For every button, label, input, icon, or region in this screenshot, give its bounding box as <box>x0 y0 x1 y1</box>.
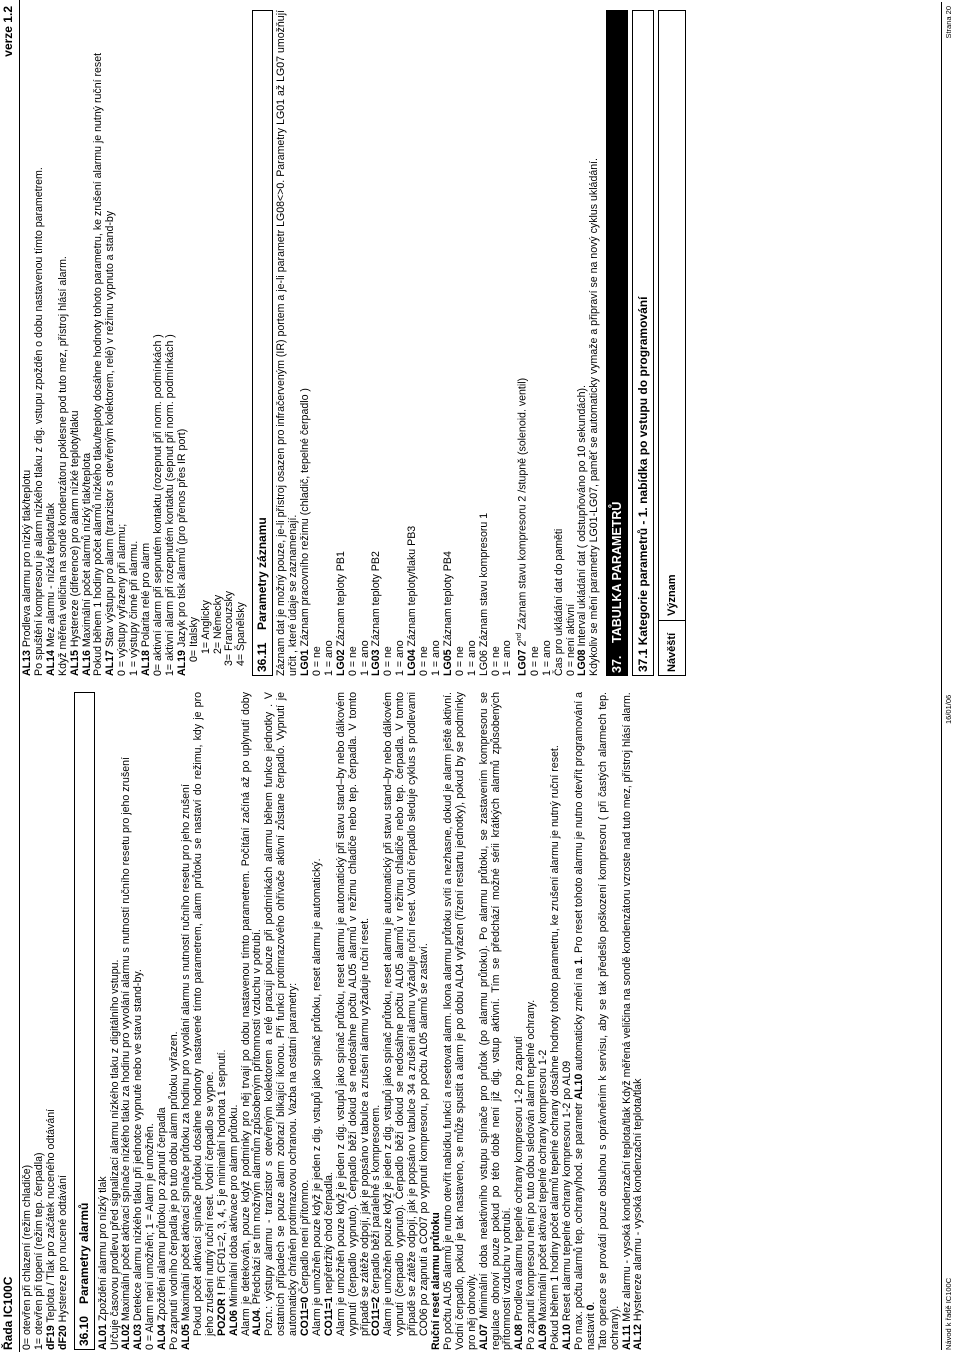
param-text: Minimální doba neaktivního vstupu spínače pro průtok (po alarmu průtoku). Po alarmu průtoku, se zastavením kompresoru se regulace obnoví pouze pokud po této době není již dig. vstup aktivní. Tím se předchází možné sérii krátkých alarmů způsobených přítomností vzduchu v potrubí. <box>477 692 514 1350</box>
section-title: Parametry záznamu <box>255 517 270 630</box>
param-code: AL18 <box>140 650 153 676</box>
option-yes: 1 = ano <box>540 640 553 676</box>
header-title: Řada IC100C <box>1 1276 15 1350</box>
param-code: AL04 <box>156 1324 169 1350</box>
param-desc: Pokud během 1 hodiny počet alarmů nízkého tlaku/teploty dosáhne hodnoty tohoto parametru, ke zrušení alarmu je nutný ruční reset <box>92 52 105 676</box>
param-code: AL08 <box>513 1324 526 1350</box>
param-text: Maximální počet aktivací spínače nízkého tlaku za hodinu pro vyvolání alarmu s nutností ručního resetu pro jeho zrušení <box>120 757 133 1325</box>
param-text: Záznam stavu kompresoru 2 /stupně (solenoid. ventil) <box>516 377 529 633</box>
param-lg06: LG06 Záznam stavu kompresoru 1 <box>477 512 490 676</box>
param-code: LG02 <box>334 649 347 676</box>
param-text: Čerpadlo není přítomno. <box>299 1179 312 1297</box>
param-code: AL02 <box>120 1324 133 1350</box>
param-text: Záznam teploty PB4 <box>441 551 454 650</box>
param-code: LG03 <box>370 649 383 676</box>
option-no: 0 = ne <box>418 646 431 676</box>
param-code: AL09 <box>537 1324 550 1350</box>
language-option: 4= Španělsky <box>235 602 248 666</box>
param-values: 1= aktivní alarm při rozepnutém kontaktu (sepnut při norm. podmínkách ) <box>163 334 176 676</box>
intro-line: 0= otevřen při chlazení (režim chladiče) <box>21 1164 33 1350</box>
param-desc: Určuje časovou prodlevu před signalizací alarmu nízkého tlaku z digitálního vstupu. <box>108 959 121 1350</box>
param-desc: Alarm je umožněn pouze když je jeden z dig. vstupů jako spínač průtoku, reset alarmu je automatický při stavu stand–by nebo dálkovém vypnutí (čerpadlo vypnuto). Čerpadlo běží dokud se nedosáhne počtu AL05 alarmů v režimu chladiče nebo tep. čerpadla. V tomto případě se zátěže odpojí, jak je popsáno v tabulce 34 a zrušení alarmu vyžaduje ruční reset. Vodní čerpadlo sleduje cyklus s prodlevami CO06 po zapnutí a CO07 po vypnutí kompresoru, po počtu AL05 alarmů se zastaví. <box>382 692 431 1336</box>
desc-part: . Předchází se tím možným alarmům způsobeným přítomností vzduchu v potrubí. <box>251 929 264 1311</box>
chapter-title: TABULKA PARAMETRŮ <box>610 501 625 643</box>
desc-part: Po max. počtu alarmů tep. ochrany/hod. se parametr <box>572 1099 585 1350</box>
param-code: AL16 <box>80 650 93 676</box>
param-al19 <box>177 10 189 676</box>
param-code: AL15 <box>68 650 81 676</box>
table-header <box>658 10 686 676</box>
option-yes: 1 = ano <box>394 640 407 676</box>
desc-part: . Pro reset tohoto alarmu je nutno otevřít programování a nastavit <box>572 692 597 1350</box>
param-code: AL11 <box>620 1324 633 1350</box>
param-lg02 <box>336 10 348 676</box>
param-code: LG01 <box>299 649 312 676</box>
param-lg07 <box>514 10 529 676</box>
footer-date: 16/01/06 <box>944 694 953 724</box>
footer-left: Návod k řadě IC100C <box>944 1277 953 1350</box>
param-code: AL12 <box>632 1324 645 1350</box>
chapter-number: 37. <box>610 655 625 673</box>
param-text: Záznam teploty PB2 <box>370 551 383 650</box>
param-text: Detekce alarmu nízkého tlaku při jednotce vypnuté nebo ve stavu stand-by. <box>132 969 145 1325</box>
note-paragraph: Pozn.: výstupy alarmu - tranzistor s otevřeným kolektorem a relé pracují pouze při podmínkách alarmu během funkce jednotky . V ostatních případech se pouze alarm zobrazí blikající ikonou. Při funkci protimrazového ohřívače aktivní zůstane čerpadlo. Vypnutí je automaticky chráněn protimrazovou ochranou. Vazba na ostatní parametry: <box>263 692 300 1336</box>
param-code: AL07 <box>477 1324 490 1350</box>
param-lg05 <box>443 10 455 676</box>
param-text: Záznam pracovního režimu (chladič, tepelné čerpadlo ) <box>299 388 312 650</box>
param-lg04 <box>407 10 419 676</box>
option-yes: 1 = ano <box>322 640 335 676</box>
param-lg01 <box>300 10 312 676</box>
option-yes: 1 = ano <box>501 640 514 676</box>
time-label: Čas pro ukládání dat do paměti <box>552 528 565 676</box>
param-al01 <box>98 692 110 1350</box>
param-text: Hystereze (diference) pro alarm nízké teploty/tlaku <box>68 410 81 651</box>
param-desc <box>241 692 265 1350</box>
param-desc: Alarm je umožněn pouze když je jeden z dig. vstupů jako spínač průtoku, reset alarmu je automatický. <box>310 858 323 1336</box>
param-text: Reset alarmu tepelné ochrany kompresoru 1-2 po AL09 <box>560 1060 573 1325</box>
param-text: Záznam teploty PB1 <box>334 551 347 650</box>
param-code: CO11=1 <box>322 1296 335 1336</box>
param-values: 0= aktivní alarm při sepnutém kontaktu (rozepnut při norm. podmínkách ) <box>151 334 164 676</box>
param-text: Minimální doba aktivace pro alarm průtoku. <box>227 1104 240 1311</box>
param-desc: Pokud počet aktivací spínače průtoku dosáhne hodnoty nastavené tímto parametrem, alarm průtoku se nastaví do režimu, kdy je pro jeho zrušení nutný ruční reset. Vodní čerpadlo se vypne. <box>191 692 216 1336</box>
param-text: Mez alarmu - vysoká kondenzační teplota/tlak Když měřená veličina na sondě kondenzátoru vzroste nad tuto mez, přístroj hlásí alarm. <box>620 692 633 1325</box>
param-code: AL17 <box>104 650 117 676</box>
param-code: LG04 <box>406 649 419 676</box>
param-desc: Po počtu AL05 alarmů je nutno otevřít nabídku funkcí a resetovat alarm. Ikona alarmu průtoku svítí a nezhasne, dokud je alarm ještě aktivní. Vodní čerpadlo, pokud je tak nastaveno, se může spustit a alarm je po dobu AL04 vyřazen (řízení restartu jednotky), pokud by se podmínky pro něj obnovily. <box>441 692 478 1350</box>
param-text: Prodleva alarmu tepelné ochrany kompresoru 1-2 po zapnutí <box>513 1036 526 1325</box>
param-desc <box>574 692 598 1350</box>
param-code: AL06 <box>227 1310 240 1336</box>
desc-code: AL04 <box>251 1310 264 1336</box>
param-text: Mez alarmu - nízká teplota/tlak <box>44 502 57 651</box>
param-desc: Pokud během 1 hodiny počet alarmů tepelné ochrany dosáhne hodnoty tohoto parametru, ke zrušení alarmu je nutný ruční reset. <box>549 745 562 1350</box>
right-column <box>22 10 686 676</box>
header-rule <box>19 0 20 1352</box>
chapter-heading-37 <box>606 10 628 676</box>
desc-code: 1 <box>572 958 585 965</box>
param-desc: Alarm je umožněn pouze když je jeden z dig. vstupů jako spínač průtoku, reset alarmu je automatický při stavu stand–by nebo dálkovém vypnutí (čerpadlo vypnuto). Čerpadlo běží dokud se nedosáhne počtu AL05 alarmů v režimu chladiče nebo tep. čerpadla. V tomto případě se zátěže odpojí, jak je popsáno v tabulce a zrušení alarmu vyžaduje ruční reset. <box>334 692 371 1336</box>
param-df20 <box>58 692 70 1350</box>
param-text: 2 <box>516 640 529 650</box>
co11-1 <box>324 692 336 1350</box>
param-al07 <box>479 692 515 1350</box>
param-values: 1 = výstupy činné při alarmu. <box>128 540 141 676</box>
section-number: 36.11 <box>255 642 270 672</box>
param-desc: Když měřená veličina na sondě kondenzátoru poklesne pod tuto mez, přístroj hlásí alarm. <box>56 256 69 676</box>
param-code: LG05 <box>441 649 454 676</box>
param-text: Zpoždění alarmu pro nízký tlak <box>96 1176 109 1325</box>
footer-rule <box>941 2 942 1350</box>
param-text: Maximální počet aktivací spínače průtoku za hodinu pro vyvolání alarmu s nutností ručního resetu pro jeho zrušení <box>179 784 192 1325</box>
param-desc: Po zapnutí vodního čerpadla je po tuto dobu alarm průtoku vyřazen. <box>168 1031 181 1350</box>
language-option: 1= Anglicky <box>199 600 212 654</box>
param-code: AL01 <box>96 1324 109 1350</box>
option-yes: 1 = ano <box>430 640 442 676</box>
desc-part: . <box>584 1301 597 1305</box>
param-text: Prodleva alarmu pro nízký tlak/teplotu <box>21 469 33 651</box>
param-text: Hystereze pro nucené odtávání <box>56 1175 69 1326</box>
param-code: CO11=0 <box>299 1296 312 1336</box>
param-al14 <box>46 10 58 676</box>
option-no: 0 = ne <box>346 646 359 676</box>
subheading-manual-reset: Ruční reset alarmu průtoku <box>430 1212 442 1350</box>
desc-part: automaticky změní na <box>572 964 585 1074</box>
param-text: Hystereze alarmu - vysoká kondenzační teplota/tlak <box>632 1078 645 1325</box>
param-code: AL10 <box>560 1324 573 1350</box>
option-inactive: 0 = není aktivní <box>564 603 577 676</box>
param-text: čerpadlo běží paralelně s kompresorem. <box>370 1104 383 1297</box>
param-code: AL13 <box>21 650 33 676</box>
param-text: Teplota / Tlak pro začátek nuceného odtávání <box>44 1108 57 1326</box>
warning-label: POZOR ! <box>215 1291 228 1336</box>
param-values: 0 = Alarm není umožněn; 1 = Alarm je umožněn. <box>144 1123 157 1350</box>
param-text: Polarita relé pro alarm <box>140 542 153 651</box>
param-al12 <box>633 692 645 1350</box>
param-code: dF20 <box>56 1325 69 1350</box>
section-number: 36.10 <box>76 1315 91 1346</box>
param-code: LG08 <box>576 649 589 676</box>
desc-part: Alarm je detekován, pouze když podmínky pro něj trvají po dobu nastavenou tímto parametrem. Počítání začíná až po uplynutí doby <box>239 692 252 1336</box>
desc-code: 0 <box>584 1304 597 1311</box>
section-heading-36-11 <box>252 10 273 676</box>
param-code: CO11=2 <box>370 1296 383 1336</box>
param-text: Interval ukládání dat ( odstupňováno po 10 sekundách). <box>576 385 589 650</box>
section-title: Parametry alarmů <box>76 1202 91 1304</box>
section-heading-36-10 <box>74 692 95 1350</box>
warning-text: Při CF01=2, 3, 4, 5 je minimální hodnota 1 sepnutí. <box>215 1049 228 1292</box>
superscript: nd <box>516 632 524 641</box>
header-version: verze 1.2 <box>1 6 15 57</box>
table-header-label: Návěští <box>666 632 679 672</box>
service-note: Tato operace se provádí pouze obsluhou s oprávněním k servisu, aby se tak předešlo poškození kompresoru ( při častých alarmech tep. ochrany). <box>596 692 621 1350</box>
option-yes: 1 = ano <box>358 640 371 676</box>
footer-page: Strana 20 <box>944 6 953 39</box>
subsection-heading-37-1: 37.1 Kategorie parametrů - 1. nabídka po vstupu do programování <box>632 10 654 676</box>
param-code: AL14 <box>44 650 57 676</box>
table-header-meaning: Význam <box>659 574 685 621</box>
language-option: 3= Francouzsky <box>223 590 236 666</box>
param-text: Záznam teploty/tlaku PB3 <box>406 525 419 650</box>
logging-intro: Záznam dat je možný pouze, je-li přístroj osazen pro infračerveným (IR) portem a je-li parametr LG08<>0. Parametry LG01 až LG07 umožňují určit , které údaje se zaznamenají. <box>275 10 300 676</box>
language-option: 0= Italsky <box>187 616 200 662</box>
param-text: Zpoždění alarmu průtoku po zapnutí čerpadla <box>156 1107 169 1325</box>
param-code: dF19 <box>44 1325 57 1350</box>
param-text: Maximální počet alarmů nízký tlak/teplota <box>80 452 93 651</box>
option-no: 0 = ne <box>453 646 466 676</box>
language-option: 2= Německy <box>211 594 224 654</box>
param-values: 0 = výstupy vyřazeny při alarmu; <box>116 523 129 676</box>
param-desc: Po spuštění kompresoru je alarm nízkého tlaku z dig. vstupu zpožděn o dobu nastavenou tímto parametrem. <box>32 167 45 676</box>
param-code: AL05 <box>179 1324 192 1350</box>
param-text: nepřetržitý chod čerpadla. <box>322 1171 335 1297</box>
param-desc: Kdykoliv se mění parametry LG01-LG07, paměť se automaticky vymaže a připraví se na nový cyklus ukládání. <box>588 157 601 676</box>
option-yes: 1 = ano <box>465 640 478 676</box>
desc-code: AL10 <box>572 1073 585 1100</box>
left-column <box>22 692 645 1350</box>
param-text: Jazyk pro tisk alarmů (pro přenos přes IR port) <box>175 428 188 651</box>
param-desc: Po zapnutí kompresoru není po tuto dobu sledován alarm tepelné ochrany. <box>525 999 538 1350</box>
option-no: 0 = ne <box>528 646 541 676</box>
param-code: AL03 <box>132 1324 145 1350</box>
option-no: 0 = ne <box>382 646 395 676</box>
option-no: 0 = ne <box>489 646 502 676</box>
param-code: AL19 <box>175 650 188 676</box>
param-text: Maximální počet aktivací tepelné ochrany kompresoru 1-2 <box>537 1049 550 1325</box>
option-no: 0 = ne <box>310 646 323 676</box>
param-text: Stav výstupu pro alarm (tranzistor s otevřeným kolektorem, relé) v režimu vypnuto a stand-by <box>104 210 117 651</box>
param-code: LG07 <box>516 649 529 676</box>
param-lg03 <box>371 10 383 676</box>
intro-line: 1= otevřen při topení (režim tep. čerpadla) <box>32 1152 45 1350</box>
